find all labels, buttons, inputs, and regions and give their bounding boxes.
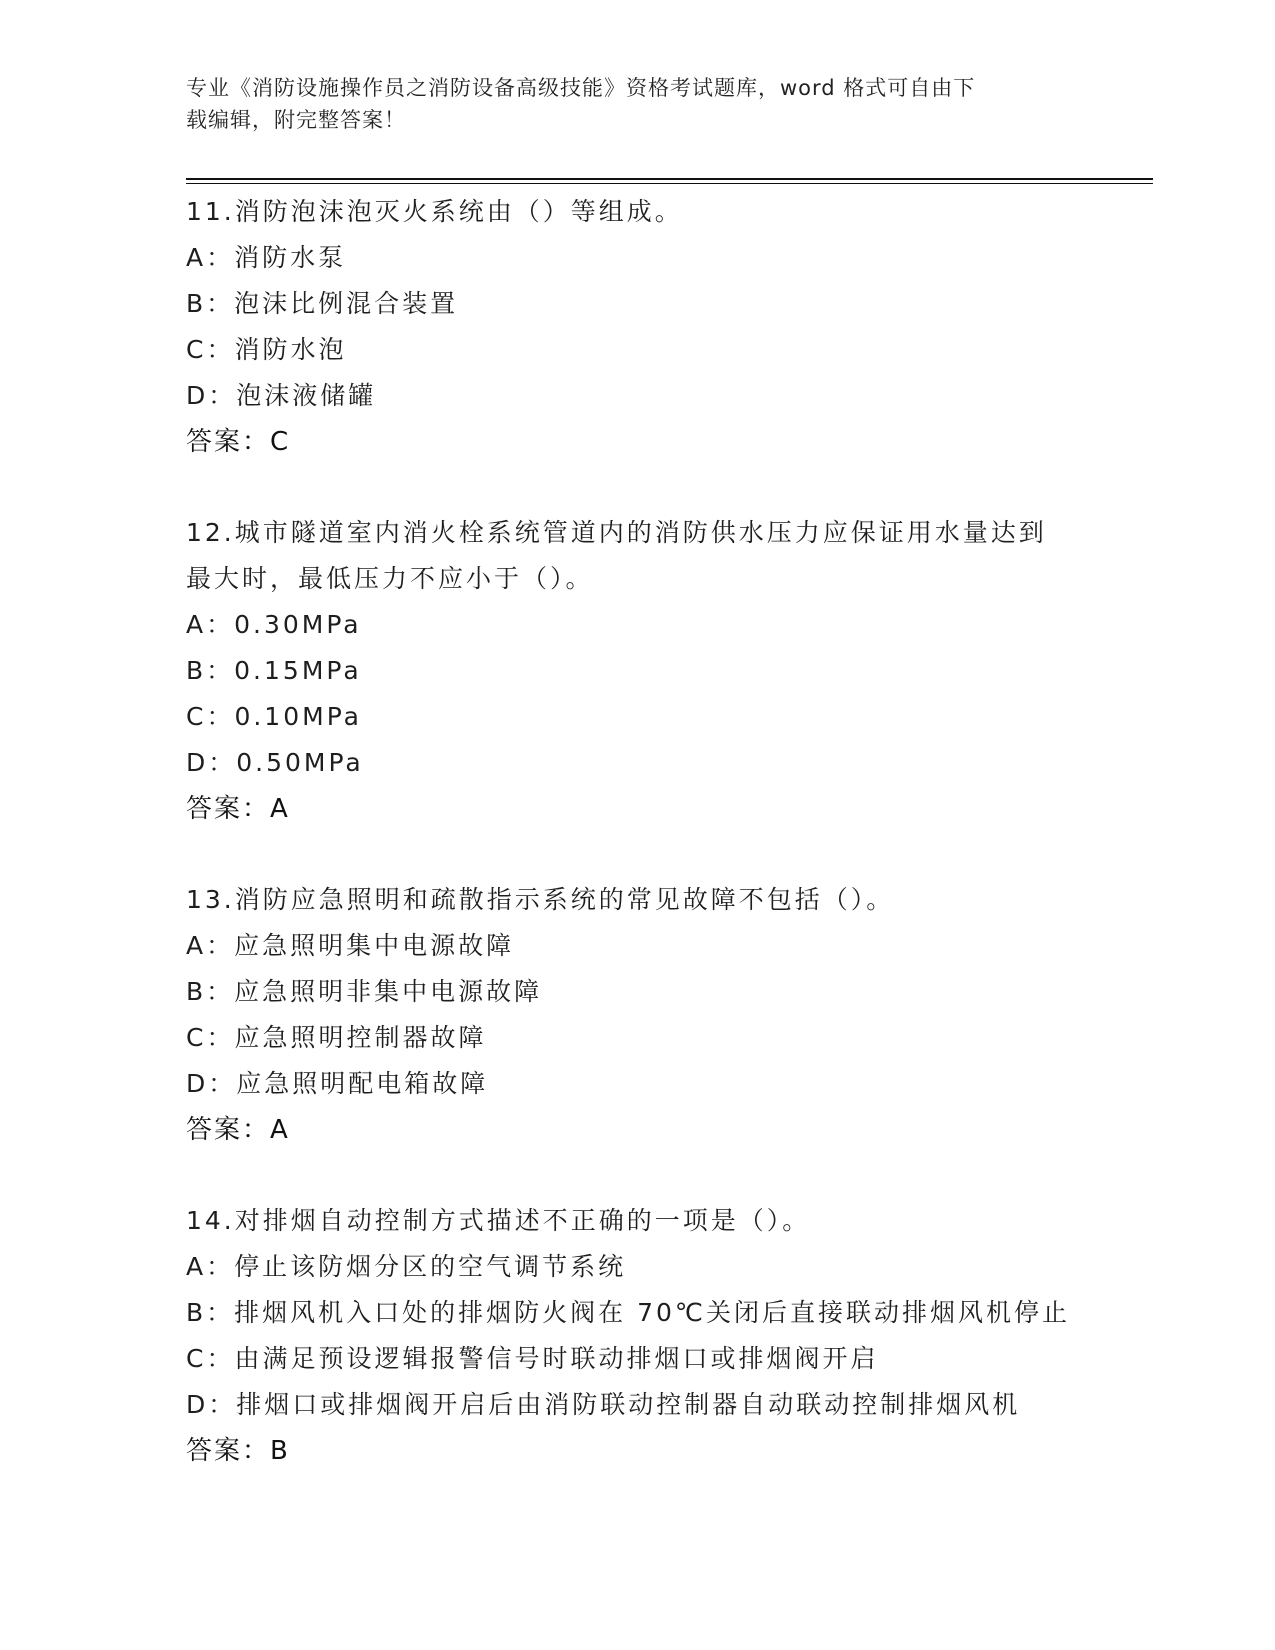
option-d: D：0.50MPa xyxy=(186,748,364,777)
answer-label: 答案：A xyxy=(186,794,290,824)
question-11 xyxy=(186,189,1153,465)
header-divider-thick xyxy=(186,178,1153,180)
document-header xyxy=(186,72,1086,136)
header-line-1: 专业《消防设施操作员之消防设备高级技能》资格考试题库，word 格式可自由下 xyxy=(186,76,976,100)
option-d: D：排烟口或排烟阀开启后由消防联动控制器自动联动控制排烟风机 xyxy=(186,1390,1021,1419)
option-b: B：0.15MPa xyxy=(186,656,362,685)
answer-label: 答案：B xyxy=(186,1436,290,1466)
option-c: C：由满足预设逻辑报警信号时联动排烟口或排烟阀开启 xyxy=(186,1344,879,1373)
header-divider-thin xyxy=(186,183,1153,184)
question-stem: 14.对排烟自动控制方式描述不正确的一项是（）。 xyxy=(186,1206,811,1235)
option-b: B：排烟风机入口处的排烟防火阀在 70℃关闭后直接联动排烟风机停止 xyxy=(186,1298,1070,1327)
question-spacer xyxy=(186,465,1153,510)
option-b: B：泡沫比例混合装置 xyxy=(186,289,459,318)
option-a: A：停止该防烟分区的空气调节系统 xyxy=(186,1252,627,1281)
option-d: D：应急照明配电箱故障 xyxy=(186,1069,489,1098)
question-stem-line-2: 最大时，最低压力不应小于（）。 xyxy=(186,564,594,593)
option-c: C：0.10MPa xyxy=(186,702,362,731)
header-line-2: 载编辑，附完整答案！ xyxy=(186,108,406,132)
option-b: B：应急照明非集中电源故障 xyxy=(186,977,543,1006)
option-a: A：0.30MPa xyxy=(186,610,362,639)
question-stem: 13.消防应急照明和疏散指示系统的常见故障不包括（）。 xyxy=(186,885,895,914)
answer-label: 答案：C xyxy=(186,427,291,457)
question-12 xyxy=(186,510,1153,832)
option-d: D：泡沫液储罐 xyxy=(186,381,377,410)
option-c: C：应急照明控制器故障 xyxy=(186,1023,487,1052)
question-stem: 11.消防泡沫泡灭火系统由（）等组成。 xyxy=(186,197,683,226)
option-c: C：消防水泡 xyxy=(186,335,347,364)
answer-label: 答案：A xyxy=(186,1115,290,1145)
option-a: A：消防水泵 xyxy=(186,243,347,272)
question-14 xyxy=(186,1198,1153,1474)
question-spacer xyxy=(186,832,1153,877)
option-a: A：应急照明集中电源故障 xyxy=(186,931,515,960)
question-13 xyxy=(186,877,1153,1153)
question-spacer xyxy=(186,1153,1153,1198)
question-list xyxy=(186,189,1153,1474)
question-stem-line-1: 12.城市隧道室内消火栓系统管道内的消防供水压力应保证用水量达到 xyxy=(186,518,1047,547)
